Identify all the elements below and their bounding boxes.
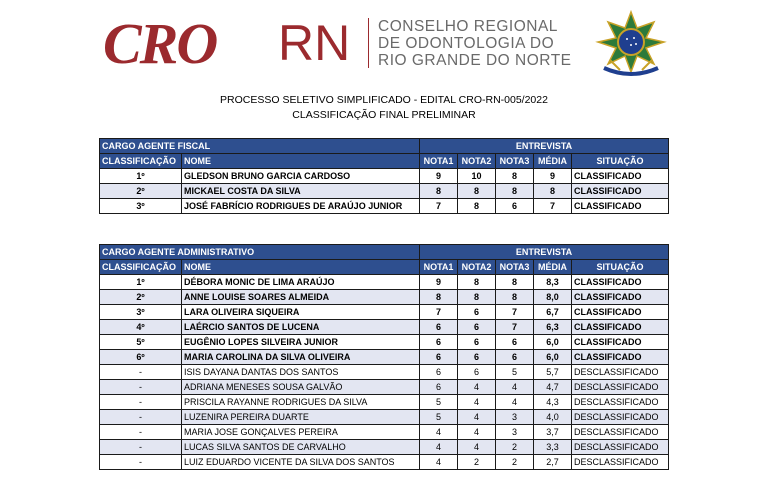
media-cell: 9 [534,169,572,184]
col-nota3: NOTA3 [496,154,534,169]
nota1-cell: 7 [420,305,458,320]
situacao-cell: CLASSIFICADO [572,350,669,365]
table-row [100,320,669,335]
table-row [100,335,669,350]
nota2-cell: 6 [458,320,496,335]
name-cell: LARA OLIVEIRA SIQUEIRA [182,305,420,320]
admin-cargo-label: CARGO AGENTE ADMINISTRATIVO [100,245,420,260]
nota3-cell: 6 [496,199,534,214]
nota2-cell: 6 [458,350,496,365]
council-line-3: RIO GRANDE DO NORTE [378,52,572,69]
situacao-cell: DESCLASSIFICADO [572,410,669,425]
nota3-cell: 4 [496,380,534,395]
name-cell: JOSÉ FABRÍCIO RODRIGUES DE ARAÚJO JUNIOR [182,199,420,214]
situacao-cell: DESCLASSIFICADO [572,380,669,395]
nota2-cell: 8 [458,275,496,290]
nota2-cell: 8 [458,199,496,214]
nota3-cell: 8 [496,290,534,305]
nota1-cell: 5 [420,410,458,425]
nota2-cell: 2 [458,455,496,470]
nota3-cell: 6 [496,335,534,350]
table-row [100,455,669,470]
admin-header-row [100,260,669,275]
admin-band-row [100,245,669,260]
col-nota1: NOTA1 [420,154,458,169]
nota3-cell: 5 [496,365,534,380]
nota1-cell: 8 [420,290,458,305]
col-situacao: SITUAÇÃO [572,260,669,275]
nota3-cell: 2 [496,455,534,470]
situacao-cell: CLASSIFICADO [572,169,669,184]
nota1-cell: 8 [420,184,458,199]
situacao-cell: CLASSIFICADO [572,335,669,350]
name-cell: EUGÊNIO LOPES SILVEIRA JUNIOR [182,335,420,350]
rank-cell: - [100,365,182,380]
name-cell: LAÉRCIO SANTOS DE LUCENA [182,320,420,335]
situacao-cell: DESCLASSIFICADO [572,425,669,440]
page-header [0,0,768,88]
council-name [378,18,572,69]
name-cell: ISIS DAYANA DANTAS DOS SANTOS [182,365,420,380]
table-row [100,365,669,380]
document-subtitle: CLASSIFICAÇÃO FINAL PRELIMINAR [292,109,476,121]
rn-logo: RN [278,15,351,71]
name-cell: LUIZ EDUARDO VICENTE DA SILVA DOS SANTOS [182,455,420,470]
nota1-cell: 5 [420,395,458,410]
rank-cell: 4º [100,320,182,335]
name-cell: MARIA JOSE GONÇALVES PEREIRA [182,425,420,440]
nota2-cell: 6 [458,305,496,320]
fiscal-table [99,138,669,214]
rank-cell: 2º [100,290,182,305]
media-cell: 8,0 [534,290,572,305]
admin-entrevista-label: ENTREVISTA [420,245,669,260]
name-cell: MICKAEL COSTA DA SILVA [182,184,420,199]
nota3-cell: 8 [496,275,534,290]
name-cell: GLEDSON BRUNO GARCIA CARDOSO [182,169,420,184]
nota3-cell: 4 [496,395,534,410]
nota1-cell: 4 [420,440,458,455]
table-row [100,169,669,184]
nota1-cell: 9 [420,275,458,290]
situacao-cell: DESCLASSIFICADO [572,365,669,380]
nota3-cell: 7 [496,305,534,320]
nota1-cell: 6 [420,365,458,380]
name-cell: ANNE LOUISE SOARES ALMEIDA [182,290,420,305]
name-cell: MARIA CAROLINA DA SILVA OLIVEIRA [182,350,420,365]
nota1-cell: 9 [420,169,458,184]
media-cell: 6,7 [534,305,572,320]
council-line-2: DE ODONTOLOGIA DO [378,35,555,52]
nota1-cell: 6 [420,320,458,335]
media-cell: 2,7 [534,455,572,470]
rank-cell: - [100,395,182,410]
rank-cell: 5º [100,335,182,350]
nota1-cell: 4 [420,455,458,470]
col-classificacao: CLASSIFICAÇÃO [100,260,182,275]
name-cell: ADRIANA MENESES SOUSA GALVÃO [182,380,420,395]
col-nome: NOME [182,154,420,169]
nota3-cell: 2 [496,440,534,455]
fiscal-body [100,169,669,214]
media-cell: 6,3 [534,320,572,335]
table-row [100,199,669,214]
table-row [100,425,669,440]
nota1-cell: 7 [420,199,458,214]
table-row [100,350,669,365]
media-cell: 3,3 [534,440,572,455]
nota2-cell: 4 [458,440,496,455]
col-nota2: NOTA2 [458,260,496,275]
table-row [100,184,669,199]
nota1-cell: 6 [420,350,458,365]
nota2-cell: 6 [458,365,496,380]
nota2-cell: 4 [458,410,496,425]
rank-cell: 6º [100,350,182,365]
nota3-cell: 8 [496,184,534,199]
table-row [100,290,669,305]
table-row [100,275,669,290]
media-cell: 4,0 [534,410,572,425]
media-cell: 3,7 [534,425,572,440]
nota3-cell: 3 [496,410,534,425]
table-row [100,380,669,395]
table-row [100,410,669,425]
col-media: MÉDIA [534,260,572,275]
situacao-cell: CLASSIFICADO [572,305,669,320]
rank-cell: - [100,380,182,395]
nota1-cell: 4 [420,425,458,440]
media-cell: 4,7 [534,380,572,395]
nota2-cell: 8 [458,184,496,199]
rank-cell: 2º [100,184,182,199]
situacao-cell: CLASSIFICADO [572,275,669,290]
council-line-1: CONSELHO REGIONAL [378,18,558,35]
situacao-cell: CLASSIFICADO [572,184,669,199]
table-row [100,395,669,410]
fiscal-band-row [100,139,669,154]
media-cell: 8 [534,184,572,199]
col-nota2: NOTA2 [458,154,496,169]
fiscal-cargo-label: CARGO AGENTE FISCAL [100,139,420,154]
situacao-cell: DESCLASSIFICADO [572,440,669,455]
nota2-cell: 6 [458,335,496,350]
situacao-cell: DESCLASSIFICADO [572,395,669,410]
nota3-cell: 7 [496,320,534,335]
nota2-cell: 8 [458,290,496,305]
name-cell: DÉBORA MONIC DE LIMA ARAÚJO [182,275,420,290]
document-title: PROCESSO SELETIVO SIMPLIFICADO - EDITAL CRO-RN-005/2022 [220,94,548,106]
rank-cell: 1º [100,169,182,184]
fiscal-header-row [100,154,669,169]
cro-logo: CRO [103,11,217,76]
rank-cell: 3º [100,199,182,214]
media-cell: 4,3 [534,395,572,410]
admin-body [100,275,669,470]
media-cell: 6,0 [534,350,572,365]
table-row [100,305,669,320]
col-nome: NOME [182,260,420,275]
nota2-cell: 4 [458,395,496,410]
nota2-cell: 4 [458,425,496,440]
media-cell: 6,0 [534,335,572,350]
col-situacao: SITUAÇÃO [572,154,669,169]
media-cell: 5,7 [534,365,572,380]
situacao-cell: CLASSIFICADO [572,199,669,214]
rank-cell: - [100,425,182,440]
media-cell: 8,3 [534,275,572,290]
col-classificacao: CLASSIFICAÇÃO [100,154,182,169]
situacao-cell: CLASSIFICADO [572,320,669,335]
name-cell: PRISCILA RAYANNE RODRIGUES DA SILVA [182,395,420,410]
fiscal-entrevista-label: ENTREVISTA [420,139,669,154]
rank-cell: - [100,410,182,425]
situacao-cell: DESCLASSIFICADO [572,455,669,470]
nota1-cell: 6 [420,335,458,350]
col-nota3: NOTA3 [496,260,534,275]
nota3-cell: 6 [496,350,534,365]
admin-table [99,244,669,470]
name-cell: LUCAS SILVA SANTOS DE CARVALHO [182,440,420,455]
nota3-cell: 3 [496,425,534,440]
nota2-cell: 4 [458,380,496,395]
col-nota1: NOTA1 [420,260,458,275]
nota2-cell: 10 [458,169,496,184]
table-row [100,440,669,455]
nota3-cell: 8 [496,169,534,184]
name-cell: LUZENIRA PEREIRA DUARTE [182,410,420,425]
rank-cell: 1º [100,275,182,290]
rank-cell: - [100,455,182,470]
logo-divider [368,18,369,68]
brazil-coat-of-arms-icon [590,10,672,80]
nota1-cell: 6 [420,380,458,395]
media-cell: 7 [534,199,572,214]
rank-cell: 3º [100,305,182,320]
col-media: MÉDIA [534,154,572,169]
situacao-cell: CLASSIFICADO [572,290,669,305]
rank-cell: - [100,440,182,455]
